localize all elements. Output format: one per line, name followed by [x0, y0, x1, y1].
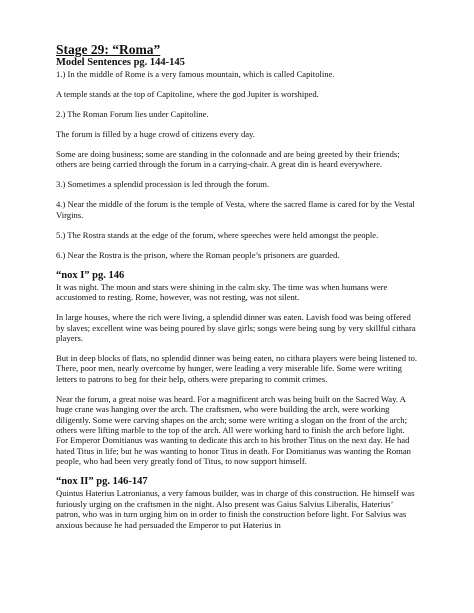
paragraph: Quintus Haterius Latronianus, a very famous builder, was in charge of this construction. He himself was furiously urging on the craftsmen in the night. Also present was Gaius Salvius Liberalis, Haterius’ patron, who was in turn urging him on in order to finish the construction before light. For Salvius was anxious because he had persuaded the Emperor to put Haterius in: [56, 488, 415, 530]
paragraph: Near the forum, a great noise was heard. For a magnificent arch was being built on the Sacred Way. A huge crane was hanging over the arch. The craftsmen, who were building the arch, were working diligently. Some were carving shapes on the arch; some were writing a slogan on the front of the arch; others were lifting marble to the top of the arch. All were working hard to finish the arch before light. For Emperor Domitianus was wanting to dedicate this arch to his brother Titus on the next day. He had hated Titus in life; but he was wanting to honor Titus in death. For Domitianus was wanting the Roman people, who had been very greatly fond of Titus, to now support himself.: [56, 393, 411, 467]
paragraph: 5.) The Rostra stands at the edge of the forum, where speeches were held amongst the people.: [56, 229, 379, 240]
paragraph: Some are doing business; some are standing in the colonnade and are being greeted by their friends; others are being carried through the forum in a carrying-chair. A great din is heard everywhere.: [56, 149, 400, 170]
paragraph: 4.) Near the middle of the forum is the temple of Vesta, where the sacred flame is cared for by the Vestal Virgins.: [56, 199, 415, 220]
section-heading-nox-i: “nox I” pg. 146: [56, 269, 125, 281]
paragraph: 6.) Near the Rostra is the prison, where the Roman people’s prisoners are guarded.: [56, 249, 340, 260]
paragraph: In large houses, where the rich were living, a splendid dinner was eaten. Lavish food was being offered by slaves; excellent wine was being poured by slave girls; songs were being sung by very skillful cithara players.: [56, 312, 416, 344]
section-heading-model-sentences: Model Sentences pg. 144-145: [56, 57, 185, 68]
paragraph: 2.) The Roman Forum lies under Capitoline.: [56, 109, 209, 119]
paragraph: It was night. The moon and stars were shining in the calm sky. The time was when humans were accustomed to resting. Rome, however, was not resting, was not silent.: [56, 281, 388, 303]
paragraph: 3.) Sometimes a splendid procession is led through the forum.: [56, 179, 270, 190]
paragraph: A temple stands at the top of Capitoline, where the god Jupiter is worshiped.: [56, 89, 319, 99]
paragraph: But in deep blocks of flats, no splendid dinner was being eaten, no cithara players were being listened to. There, poor men, nearly overcome by hunger, were leading a very miserable life. Some were writing letters to patrons to beg for their help, others were preparing to commit crimes.: [56, 353, 418, 384]
page-title: Stage 29: “Roma”: [56, 42, 161, 57]
paragraph: The forum is filled by a huge crowd of citizens every day.: [56, 129, 255, 139]
section-heading-nox-ii: “nox II” pg. 146-147: [56, 476, 148, 488]
paragraph: 1.) In the middle of Rome is a very famous mountain, which is called Capitoline.: [56, 69, 335, 79]
